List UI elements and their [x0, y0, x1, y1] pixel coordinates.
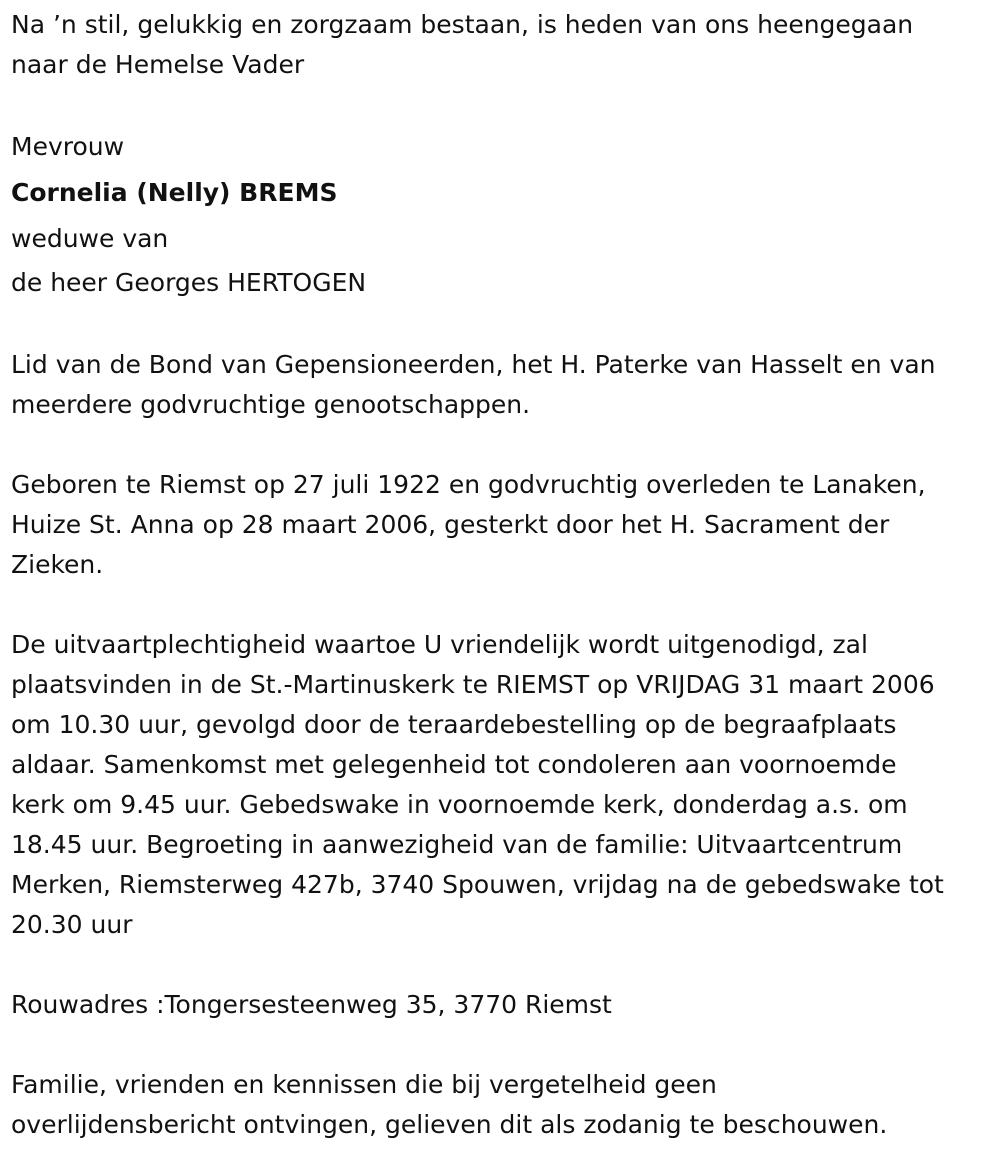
mourning-address: Rouwadres :Tongersesteenweg 35, 3770 Riemst — [11, 990, 612, 1019]
widow-of-label: weduwe van — [11, 224, 169, 253]
spacer — [11, 85, 996, 125]
intro-text: Na ’n stil, gelukkig en zorgzaam bestaan, is heden van ons heengegaan naar de Hemelse Vader — [11, 10, 914, 79]
spacer — [11, 1025, 996, 1065]
spouse-name: de heer Georges HERTOGEN — [11, 268, 367, 297]
spacer — [11, 945, 996, 985]
funeral-details-text: De uitvaartplechtigheid waartoe U vriendelijk wordt uitgenodigd, zal plaatsvinden in de St.-Martinuskerk te RIEMST op VRIJDAG 31 maart 2006 om 10.30 uur, gevolgd door de teraardebestelling op de begraafplaats aldaar. Samenkomst met gelegenheid tot condoleren aan voornoemde kerk om 9.45 uur. Gebedswake in voornoemde kerk, donderdag a.s. om 18.45 uur. Begroeting in aanwezigheid van de familie: Uitvaartcentrum Merken, Riemsterweg 427b, 3740 Spouwen, vrijdag na de gebedswake tot 20.30 uur — [11, 630, 944, 939]
deceased-name: Cornelia (Nelly) BREMS — [11, 178, 338, 207]
closing-text: Familie, vrienden en kennissen die bij vergetelheid geen overlijdensbericht ontvingen, gelieven dit als zodanig te beschouwen. — [11, 1070, 888, 1139]
birth-death-text: Geboren te Riemst op 27 juli 1922 en godvruchtig overleden te Lanaken, Huize St. Anna op 28 maart 2006, gesterkt door het H. Sacrament der Zieken. — [11, 470, 926, 579]
obituary-notice — [11, 5, 996, 1145]
spacer — [11, 425, 996, 465]
membership-text: Lid van de Bond van Gepensioneerden, het H. Paterke van Hasselt en van meerdere godvruchtige genootschappen. — [11, 350, 936, 419]
spacer — [11, 305, 996, 345]
spacer — [11, 585, 996, 625]
salutation: Mevrouw — [11, 132, 125, 161]
